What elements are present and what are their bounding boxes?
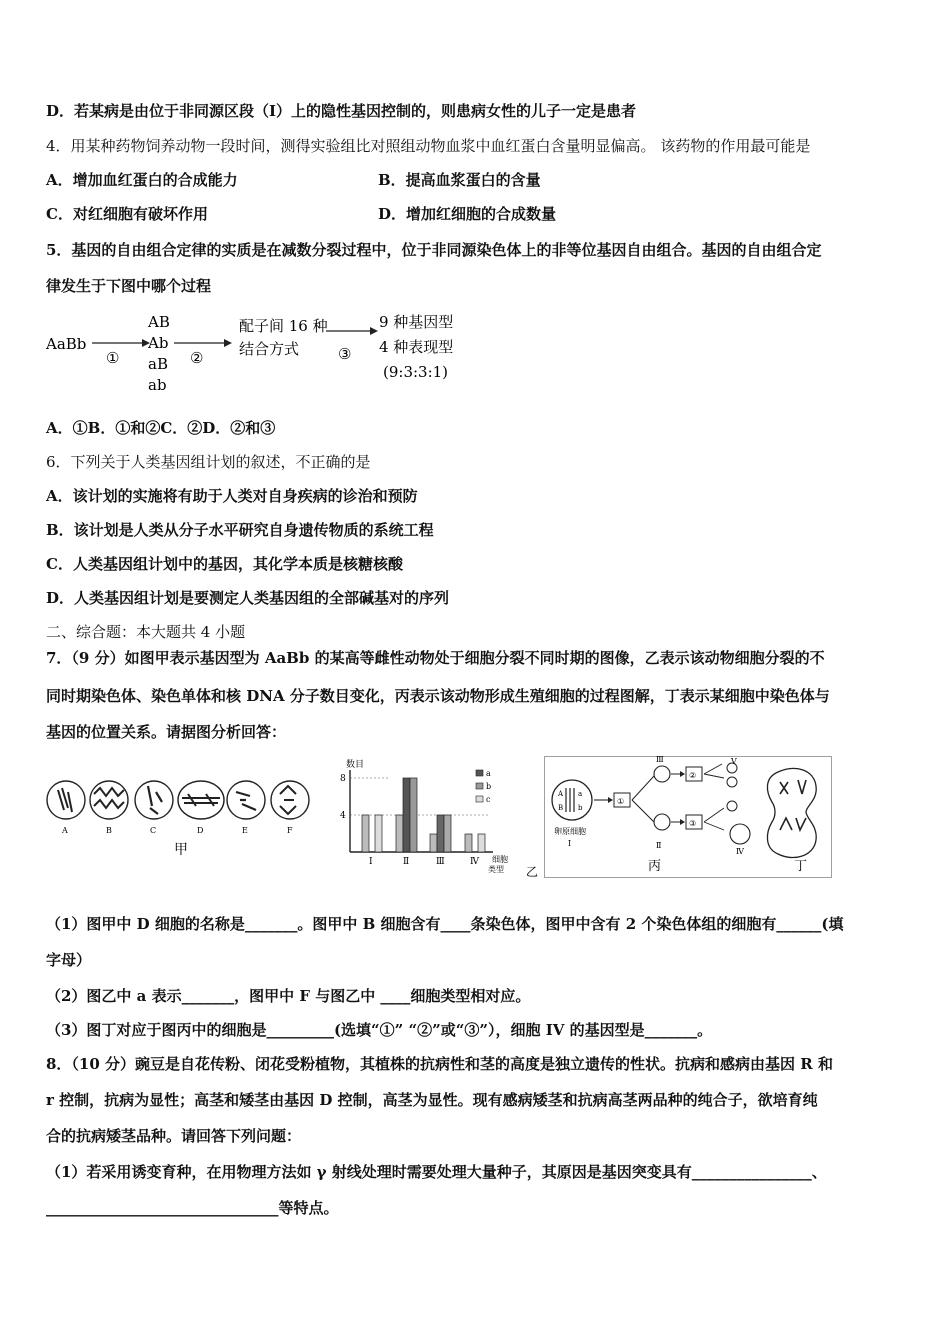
fig-bing-node-1: ① xyxy=(617,797,625,806)
svg-text:B: B xyxy=(558,804,564,812)
gamete-ab-lower-upper: aB xyxy=(148,355,168,373)
fig-bing-caption: 丙 xyxy=(648,859,662,874)
fig-yi-xtick-1: Ⅰ xyxy=(369,857,373,867)
fig-yi-xlabel-1: 细胞 xyxy=(492,855,508,864)
end-text-line3: (9:3:3:1) xyxy=(383,363,449,381)
cell-f-label: F xyxy=(287,826,293,835)
q3-option-d: D．若某病是由位于非同源区段（Ⅰ）上的隐性基因控制的，则患病女性的儿子一定是患者 xyxy=(46,102,637,120)
svg-text:A: A xyxy=(558,790,564,798)
q5-options: A．①B．①和②C．②D．②和③ xyxy=(46,419,276,437)
cell-a xyxy=(47,781,85,835)
fig-yi-group-4 xyxy=(465,834,485,852)
step-2-label: ② xyxy=(190,349,204,367)
fig-jia-caption: 甲 xyxy=(174,842,188,858)
fig-yi xyxy=(328,756,542,878)
q7-stem-line2: 同时期染色体、染色单体和核 DNA 分子数目变化，丙表示该动物形成生殖细胞的过程图解，丁表示某细胞中染色体与 xyxy=(46,687,830,705)
gamete-ab-mixed: Ab xyxy=(148,334,169,352)
fig-yi-xtick-2: Ⅱ xyxy=(403,857,410,867)
cell-e-label: E xyxy=(242,826,248,835)
end-text-line1: 9 种基因型 xyxy=(379,313,454,331)
fig-yi-ylabel: 数目 xyxy=(346,760,365,770)
cell-d-label: D xyxy=(197,826,204,835)
q4-option-b: B．提高血浆蛋白的含量 xyxy=(378,171,541,189)
q4-stem: 4．用某种药物饲养动物一段时间，测得实验组比对照组动物血浆中血红蛋白含量明显偏高。 该药物的作用最可能是 xyxy=(46,137,811,155)
fig-jia xyxy=(44,770,314,860)
fig-yi-group-2 xyxy=(396,778,417,852)
q8-stem-line3: 合的抗病矮茎品种。请回答下列问题： xyxy=(46,1127,302,1145)
fig-yi-group-3 xyxy=(430,815,451,852)
q6-option-d: D．人类基因组计划是要测定人类基因组的全部碱基对的序列 xyxy=(46,589,450,607)
step-1-label: ① xyxy=(106,349,120,367)
svg-text:b: b xyxy=(578,804,583,812)
fig-bing-cell-i xyxy=(552,780,592,848)
svg-text:a: a xyxy=(578,790,583,798)
fig-yi-ytick-4: 4 xyxy=(340,811,346,821)
q8-part1-line1: （1）若采用诱变育种，在用物理方法如 γ 射线处理时需要处理大量种子，其原因是基因突变具有________________、 xyxy=(46,1163,827,1181)
q8-stem-line2: r 控制，抗病为显性；高茎和矮茎由基因 D 控制，高茎为显性。现有感病矮茎和抗病高茎两品种的纯合子，欲培育纯 xyxy=(46,1091,818,1109)
fig-bing-cell-label2: Ⅰ xyxy=(568,839,572,848)
section-2-heading: 二、综合题：本大题共 4 小题 xyxy=(46,623,246,641)
fig-bing-node-iii: Ⅲ xyxy=(656,756,664,764)
fig-yi-ytick-8: 8 xyxy=(340,774,346,784)
fig-bing-node-v: Ⅴ xyxy=(731,757,737,766)
gamete-ab-lower: ab xyxy=(148,376,167,394)
fig-bing-node-2: ② xyxy=(689,771,697,780)
q7-part1-line2: 字母） xyxy=(46,951,92,969)
cell-b-label: B xyxy=(106,826,112,835)
q6-option-b: B．该计划是人类从分子水平研究自身遗传物质的系统工程 xyxy=(46,521,434,539)
gamete-ab-upper: AB xyxy=(148,313,170,331)
q4-option-a: A．增加血红蛋白的合成能力 xyxy=(46,171,238,189)
cell-a-label: A xyxy=(62,826,68,835)
cell-c xyxy=(135,781,173,835)
fig-yi-xlabel-2: 类型 xyxy=(488,865,504,874)
legend-c: c xyxy=(486,795,491,804)
q4-option-c: C．对红细胞有破坏作用 xyxy=(46,205,208,223)
fig-yi-caption: 乙 xyxy=(526,865,539,878)
end-text-line2: 4 种表现型 xyxy=(379,338,454,356)
fig-bing-node-ii: Ⅱ xyxy=(656,841,662,850)
cell-c-label: C xyxy=(150,826,157,835)
q5-start-genotype: AaBb xyxy=(46,335,87,353)
q7-part3: （3）图丁对应于图丙中的细胞是_________(选填“①” “②”或“③”），细胞 IV 的基因型是_______。 xyxy=(46,1021,713,1039)
fig-bing-node-iv: Ⅳ xyxy=(736,847,744,856)
fig-bing-ding xyxy=(544,756,832,878)
cell-d xyxy=(178,781,224,835)
q7-stem-line3: 基因的位置关系。请据图分析回答： xyxy=(46,723,287,741)
q6-option-c: C．人类基因组计划中的基因，其化学本质是核糖核酸 xyxy=(46,555,403,573)
fig-yi-group-1 xyxy=(362,815,382,852)
fig-bing-cell-label1: 卵原细胞 xyxy=(554,827,586,836)
arrow-3-head xyxy=(370,327,378,335)
arrow-2-head xyxy=(224,339,232,347)
fig-bing-node-3: ③ xyxy=(689,819,697,828)
q7-stem-line1: 7．（9 分）如图甲表示基因型为 AaBb 的某高等雌性动物处于细胞分裂不同时期的图像，乙表示该动物细胞分裂的不 xyxy=(46,649,825,667)
fig-yi-xtick-4: Ⅳ xyxy=(470,857,479,867)
cell-b xyxy=(90,781,128,835)
cell-f xyxy=(271,781,309,835)
q6-stem: 6．下列关于人类基因组计划的叙述，不正确的是 xyxy=(46,453,371,471)
q7-part1-line1: （1）图甲中 D 细胞的名称是_______。图甲中 B 细胞含有____条染色体，图甲中含有 2 个染色体组的细胞有______(填 xyxy=(46,915,844,933)
q5-process-diagram xyxy=(44,308,474,400)
fig-ding-cell xyxy=(767,768,816,857)
legend-a: a xyxy=(486,769,491,778)
step-3-label: ③ xyxy=(338,345,352,363)
q8-stem-line1: 8．（10 分）豌豆是自花传粉、闭花受粉植物，其植株的抗病性和茎的高度是独立遗传的性状。抗病和感病由基因 R 和 xyxy=(46,1055,833,1073)
cell-e xyxy=(227,781,265,835)
legend-b: b xyxy=(486,782,492,791)
q7-part2: （2）图乙中 a 表示_______，图甲中 F 与图乙中 ____细胞类型相对应。 xyxy=(46,987,531,1005)
fig-yi-xtick-3: Ⅲ xyxy=(436,857,445,867)
q4-option-d: D．增加红细胞的合成数量 xyxy=(378,205,557,223)
q6-option-a: A．该计划的实施将有助于人类对自身疾病的诊治和预防 xyxy=(46,487,418,505)
mid-text-line1: 配子间 16 种 xyxy=(239,317,328,335)
q5-stem-line2: 律发生于下图中哪个过程 xyxy=(46,277,212,295)
q8-part1-line2: _______________________________等特点。 xyxy=(46,1199,339,1217)
fig-yi-legend xyxy=(476,769,491,804)
q5-stem-line1: 5．基因的自由组合定律的实质是在减数分裂过程中，位于非同源染色体上的非等位基因自由组合。基因的自由组合定 xyxy=(46,241,822,259)
fig-ding-caption: 丁 xyxy=(794,859,808,874)
mid-text-line2: 结合方式 xyxy=(239,340,300,358)
